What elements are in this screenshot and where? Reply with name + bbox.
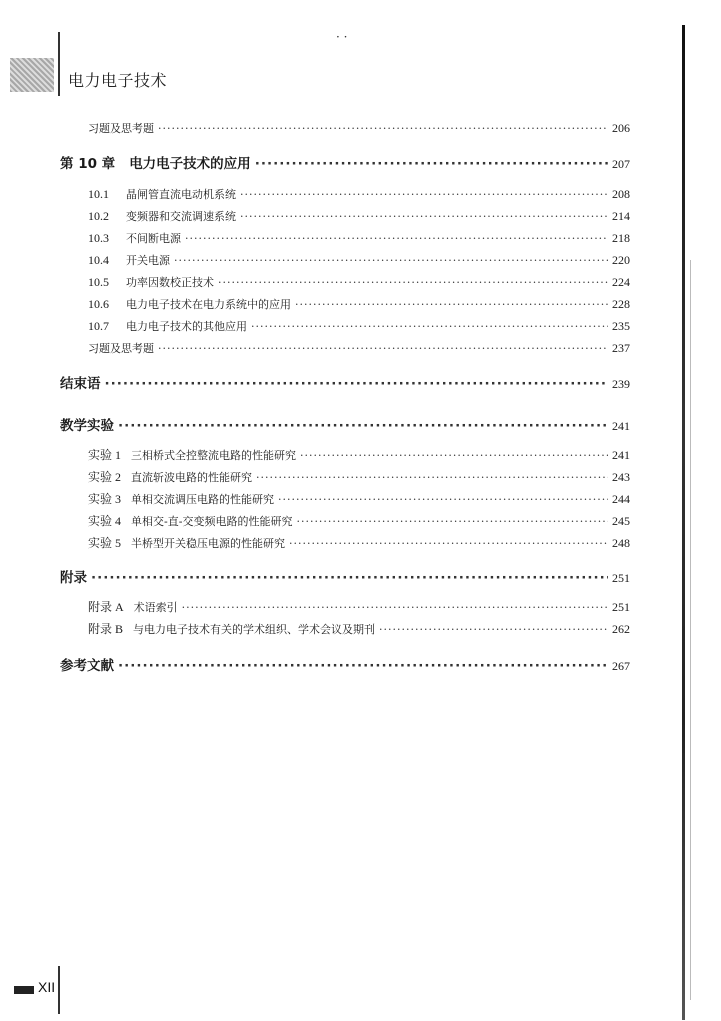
toc-entry-page: 224 xyxy=(612,275,630,289)
page-edge-shadow xyxy=(682,25,685,1020)
leader-dots xyxy=(218,276,608,289)
toc-entry-title: 直流斩波电路的性能研究 xyxy=(131,471,253,484)
toc-entry-page: 244 xyxy=(612,492,630,506)
toc-entry-title: 半桥型开关稳压电源的性能研究 xyxy=(131,537,286,550)
toc-section-entry[interactable] xyxy=(88,598,630,615)
toc-section-number: 10.5 xyxy=(88,275,109,289)
leader-dots xyxy=(256,471,608,484)
toc-entry-title: 单相交-直-交变频电路的性能研究 xyxy=(131,515,293,528)
toc-entry-title: 不间断电源 xyxy=(126,232,181,245)
toc-entry-title: 电力电子技术的应用 xyxy=(129,156,251,172)
toc-chapter-entry[interactable] xyxy=(60,152,630,172)
toc-section-number: 实验 5 xyxy=(88,536,122,550)
toc-section-entry[interactable] xyxy=(88,274,630,290)
toc-entry-title: 结束语 xyxy=(60,376,101,392)
leader-dots xyxy=(105,376,609,392)
toc-entry-page: 243 xyxy=(612,470,630,484)
toc-section-number: 10.7 xyxy=(88,319,109,333)
toc-section-entry[interactable] xyxy=(88,252,630,268)
toc-section-entry[interactable] xyxy=(88,208,630,224)
leader-dots xyxy=(118,658,608,674)
toc-entry-page: 241 xyxy=(612,448,630,462)
toc-section-entry[interactable] xyxy=(88,230,630,246)
toc-entry-page: 239 xyxy=(612,377,630,391)
header-rule xyxy=(58,32,60,96)
leader-dots xyxy=(174,254,608,267)
toc-entry-title: 习题及思考题 xyxy=(88,342,154,355)
toc-entry-page: 214 xyxy=(612,209,630,223)
toc-entry-title: 与电力电子技术有关的学术组织、学术会议及期刊 xyxy=(133,623,376,636)
toc-entry-page: 245 xyxy=(612,514,630,528)
leader-dots xyxy=(295,298,608,311)
leader-dots xyxy=(158,342,608,355)
leader-dots xyxy=(255,156,608,172)
toc-chapter-entry[interactable] xyxy=(60,654,630,674)
toc-chapter-entry[interactable] xyxy=(60,372,630,392)
toc-section-entry[interactable] xyxy=(88,446,630,463)
leader-dots xyxy=(118,418,608,434)
leader-dots xyxy=(240,210,608,223)
toc-section-number: 10.6 xyxy=(88,297,109,311)
toc-entry-page: 251 xyxy=(612,600,630,614)
toc-section-number: 10.1 xyxy=(88,187,109,201)
leader-dots xyxy=(296,515,608,528)
page-edge-faint xyxy=(690,260,691,1000)
toc-section-entry[interactable] xyxy=(88,318,630,334)
toc-entry-title: 附录 xyxy=(60,570,87,586)
footer-block-mark xyxy=(14,986,34,994)
top-marks: · · xyxy=(336,30,348,44)
toc-entry-page: 248 xyxy=(612,536,630,550)
leader-dots xyxy=(278,493,608,506)
leader-dots xyxy=(289,537,608,550)
leader-dots xyxy=(91,570,608,586)
toc-entry-title: 单相交流调压电路的性能研究 xyxy=(131,493,275,506)
toc-section-number: 附录 B xyxy=(88,622,124,636)
toc-entry-page: 207 xyxy=(612,157,630,171)
toc-entry-title: 参考文献 xyxy=(60,658,114,674)
toc-chapter-entry[interactable] xyxy=(60,566,630,586)
toc-entry-title: 晶闸管直流电动机系统 xyxy=(126,188,236,201)
toc-entry-page: 218 xyxy=(612,231,630,245)
leader-dots xyxy=(300,449,608,462)
leader-dots xyxy=(185,232,608,245)
toc-section-number: 实验 3 xyxy=(88,492,122,506)
toc-entry-page: 262 xyxy=(612,622,630,636)
toc-section-number: 10.2 xyxy=(88,209,109,223)
toc-section-entry[interactable] xyxy=(88,468,630,485)
toc-section-number: 附录 A xyxy=(88,600,124,614)
toc-chapter-entry[interactable] xyxy=(60,414,630,434)
leader-dots xyxy=(158,122,608,135)
toc-section-entry[interactable] xyxy=(88,296,630,312)
leader-dots xyxy=(182,601,608,614)
toc-section-number: 实验 4 xyxy=(88,514,122,528)
toc-entry-title: 习题及思考题 xyxy=(88,122,154,135)
toc-section-number: 10.3 xyxy=(88,231,109,245)
toc-section-entry[interactable] xyxy=(88,534,630,551)
toc-section-number: 10.4 xyxy=(88,253,109,267)
toc-chapter-number: 第 10 章 xyxy=(60,156,116,172)
toc-entry-title: 电力电子技术的其他应用 xyxy=(126,320,247,333)
toc-entry[interactable] xyxy=(88,120,630,136)
toc-entry-page: 228 xyxy=(612,297,630,311)
toc-section-number: 实验 2 xyxy=(88,470,122,484)
toc-entry-title: 电力电子技术在电力系统中的应用 xyxy=(126,298,291,311)
leader-dots xyxy=(379,623,608,636)
footer-rule xyxy=(58,966,60,1014)
toc-entry-title: 教学实验 xyxy=(60,418,114,434)
toc-section-entry[interactable] xyxy=(88,490,630,507)
scan-artifact xyxy=(10,58,54,92)
leader-dots xyxy=(251,320,608,333)
toc-entry-title: 术语索引 xyxy=(133,601,178,614)
toc-entry-page: 220 xyxy=(612,253,630,267)
toc-entry-page: 235 xyxy=(612,319,630,333)
running-header-title: 电力电子技术 xyxy=(68,71,168,90)
toc-entry-page: 241 xyxy=(612,419,630,433)
toc-section-entry[interactable] xyxy=(88,512,630,529)
toc-section-entry[interactable] xyxy=(88,186,630,202)
toc-entry-title: 三相桥式全控整流电路的性能研究 xyxy=(131,449,297,462)
toc-entry-page: 208 xyxy=(612,187,630,201)
toc-entry-page: 251 xyxy=(612,571,630,585)
toc-section-number: 实验 1 xyxy=(88,448,122,462)
toc-section-entry[interactable] xyxy=(88,620,630,637)
toc-entry-page: 237 xyxy=(612,341,630,355)
toc-entry-page: 267 xyxy=(612,659,630,673)
toc-entry-page: 206 xyxy=(612,121,630,135)
toc-entry-title: 开关电源 xyxy=(126,254,170,267)
toc-entry[interactable] xyxy=(88,340,630,356)
toc-entry-title: 功率因数校正技术 xyxy=(126,276,214,289)
leader-dots xyxy=(240,188,608,201)
page-number: XII xyxy=(38,979,56,995)
toc-entry-title: 变频器和交流调速系统 xyxy=(126,210,236,223)
